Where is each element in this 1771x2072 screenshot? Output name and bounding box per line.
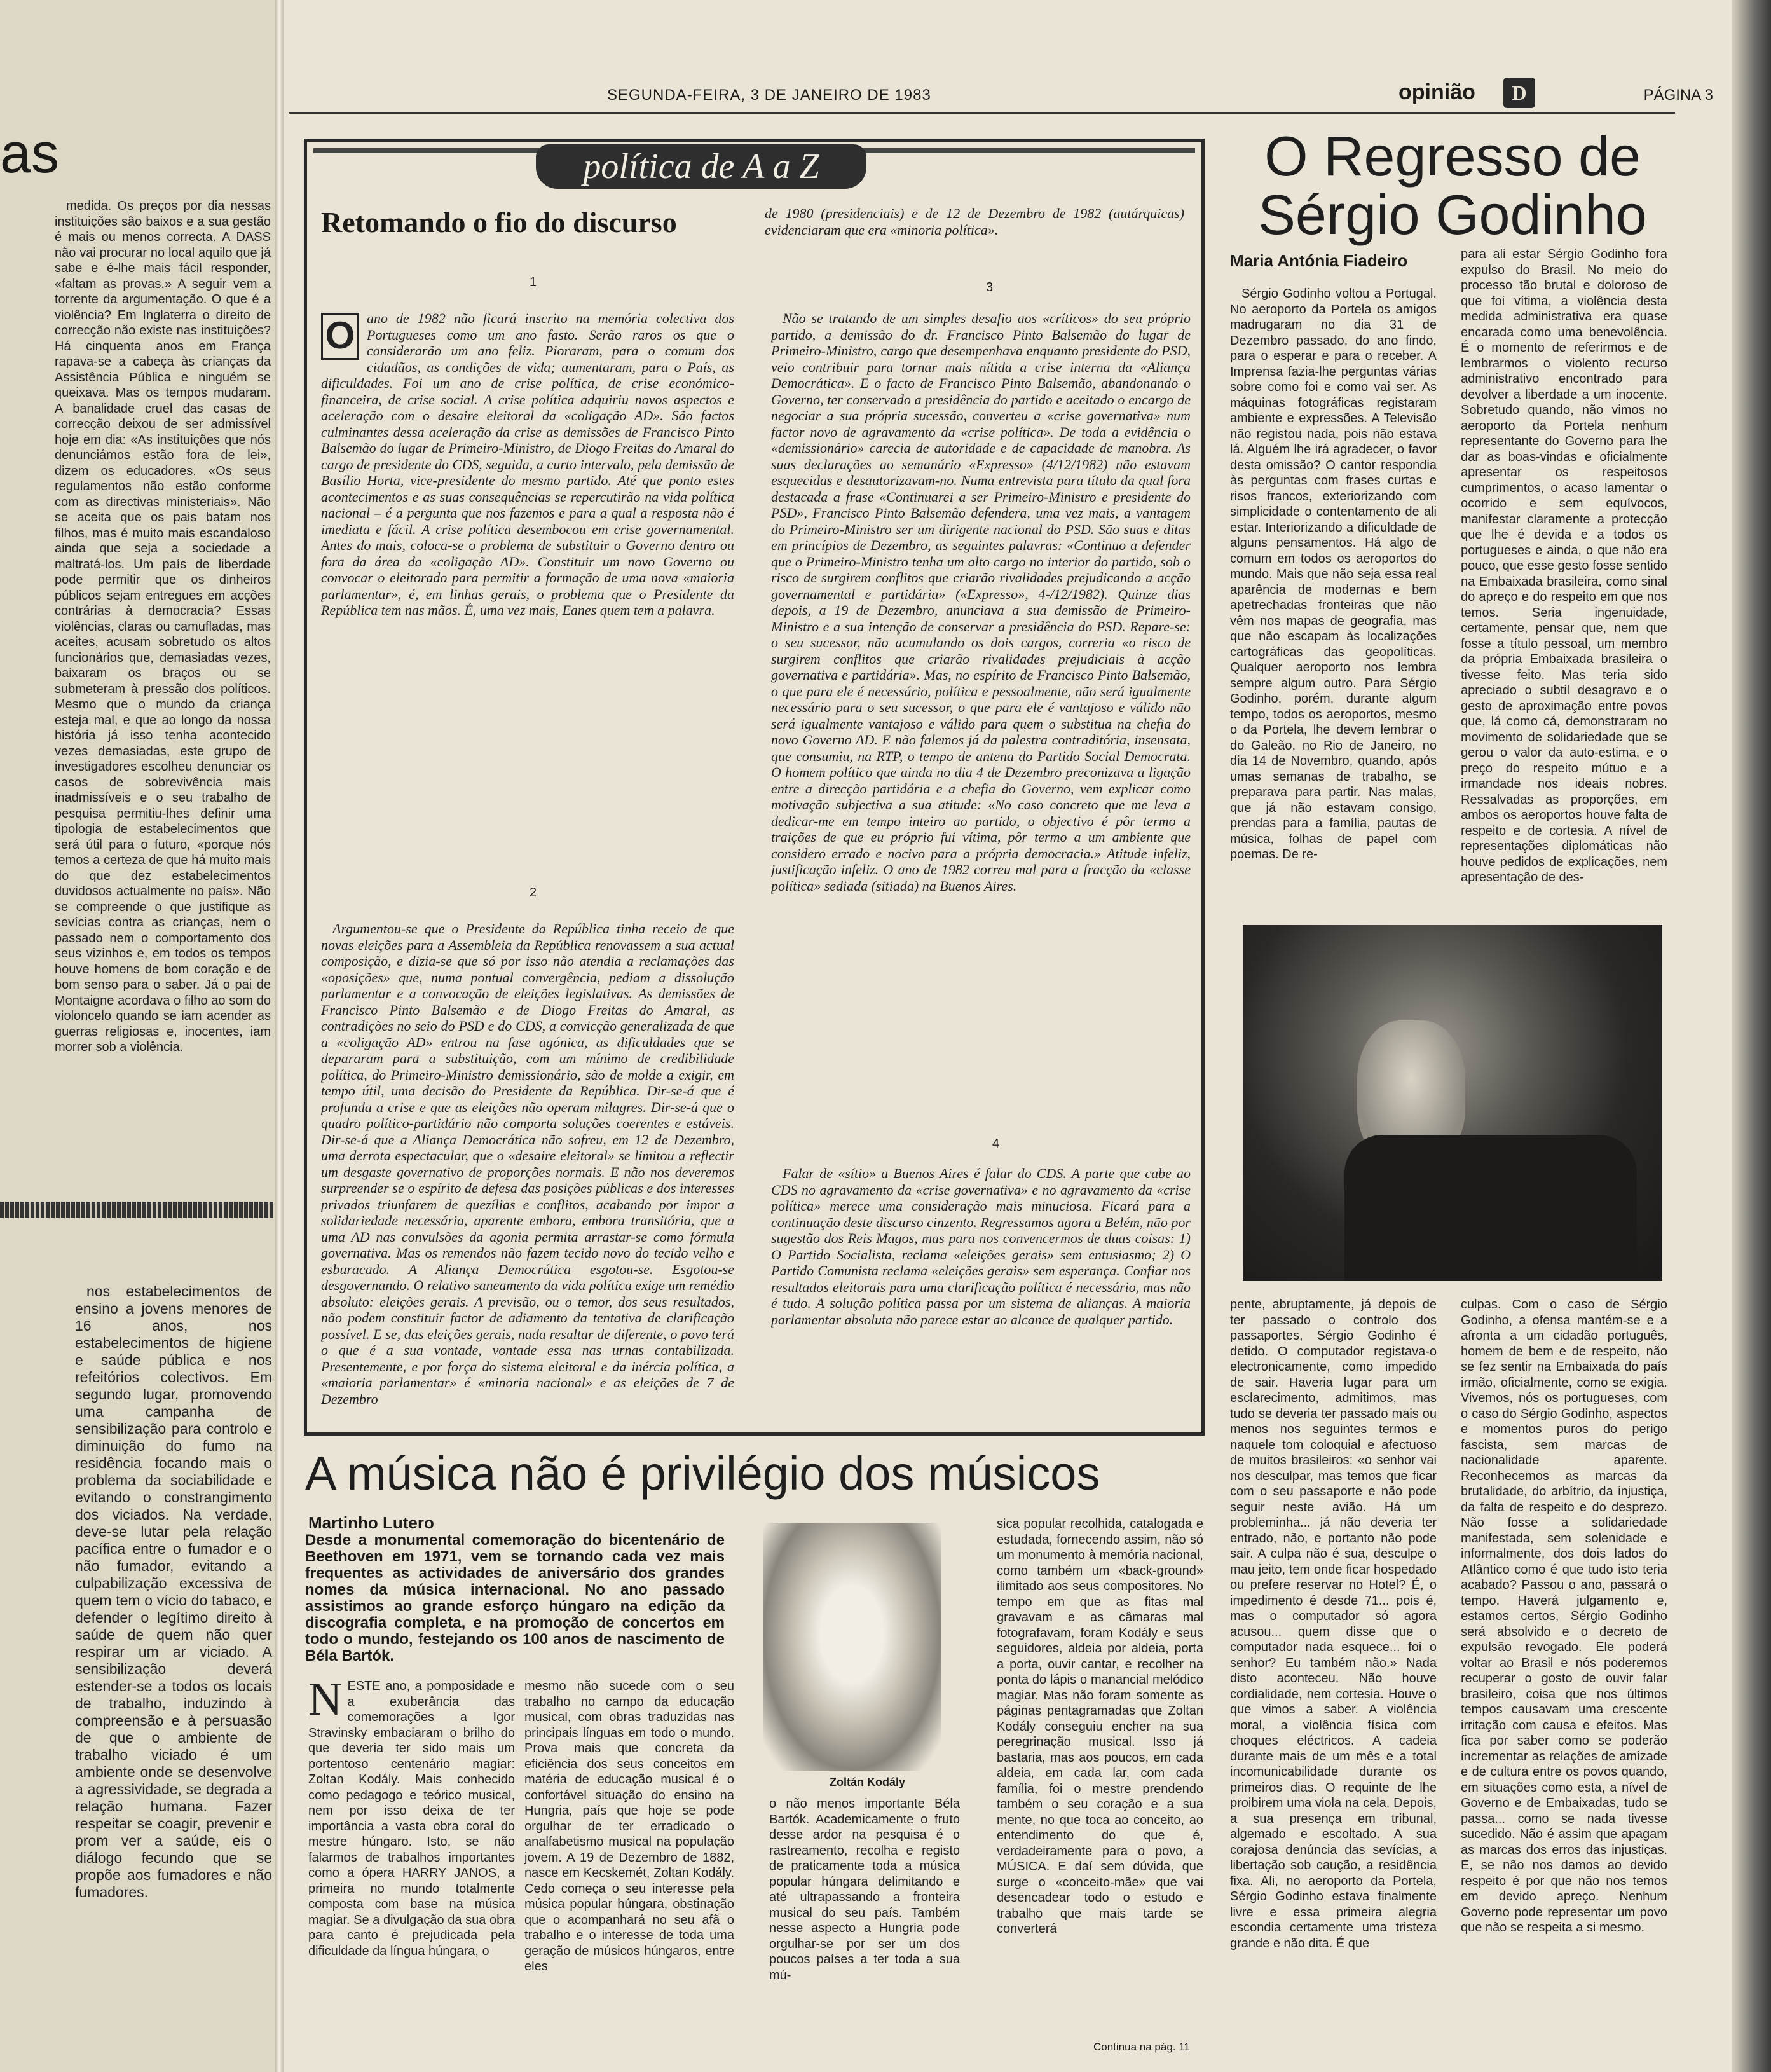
musica-author: Martinho Lutero <box>308 1513 434 1532</box>
godinho-column-1: Sérgio Godinho voltou a Portugal. No aeroporto da Portela os amigos madrugaram no dia 31 de Dezembro passado, do ano findo, para o esperar e para o receber. A Imprensa fazia-lhe perguntas várias sobre como foi e como vai ser. As máquinas fotográficas registaram ambiente e expressões. A Televisão não registou nada, pois não estava lá. Alguém lhe irá agradecer, o favor desta omissão? O cantor respondia às perguntas com frases curtas e risos francos, exteriorizando com simplicidade o contentamento de ali estar. Interiorizando a dificuldade de alguns pensamentos. Há algo de comum em todos os aeroportos do mundo. Mais que não seja essa real aparência de modernas e bem apetrechadas fronteiras que não vêm nos mapas de geografia, mas que não escapam às localizações cartográficas das geopolíticas. Qualquer aeroporto nos lembra sempre algum outro. Para Sérgio Godinho, porém, durante algum tempo, todos os aeroportos, mesmo o da Portela, lhe devem lembrar o do Galeão, no Rio de Janeiro, no dia 14 de Novembro, quando, após umas semanas de trabalho, se preparava para partir. Nas malas, que já não estavam consigo, prendas para a família, pautas de música, folhas de papel com poemas. De re- <box>1230 287 1437 861</box>
section-label: opinião <box>1398 80 1475 104</box>
godinho-column-3: pente, abruptamente, já depois de ter passado o controlo dos passaportes, Sérgio Godinho é detido. O computador registava-o electronicamente, como impedido de sair. Haveria lugar para um esclarecimento, admitimos, mas tudo se deveria ter passado mais ou menos nos seguintes termos e naquele tom coloquial e afectuoso de muitos brasileiros: «o senhor vai nos desculpar, mas temos que ficar com o seu passaporte e não pode seguir neste avião. Há um probleminha... já não deveria ter entrado, não, e portanto não pode sair. A culpa não é sua, desculpe o mau jeito, tem onde ficar hospedado ou prefere reservar no Hotel? É, o impedimento é desde 71... pois é, mas o computador só agora acusou... quem disse que o computador nada esquece... foi o senhor? Eu também não.» Nada disto aconteceu. Não houve cordialidade, nem cortesia. Houve o que vimos a saber. A violência moral, a violência física com choques eléctricos. A cadeia durante mais de um mês e a total incomunicabilidade durante os primeiros dias. O requinte de lhe proibirem uma viola na cela. Depois, a sua presença em tribunal, algemado e escoltado. A sua corajosa denúncia das sevícias, a libertação sob caução, a residência fixa. Ali, no aeroporto da Portela, Sérgio Godinho estava finalmente livre e essa primeira alegria escondia certamente uma tristeza grande e não dita. É que <box>1230 1298 1437 1951</box>
left-page-title-fragment: as <box>0 121 59 184</box>
musica-lead: Desde a monumental comemoração do bicentenário de Beethoven em 1971, vem se tornando cada vez mais frequentes as actividades de aniversário dos grandes nomes da música internacional. No ano passado assistimos ao grande esforço húngaro na edição da discografia completa, e na promoção de concertos em todo o mundo, festejando os 100 anos de nascimento de Béla Bartók. <box>305 1532 725 1664</box>
section-4-text: Falar de «sítio» a Buenos Aires é falar do CDS. A parte que cabe ao CDS no agravamento da «crise governativa» e no agravamento da «crise política» merece uma consideração mais minuciosa. Ficará para a continuação deste discurso cinzento. Regressamos agora a Belém, não por sugestão dos Reis Magos, mas para nos convencermos de duas coisas: 1) O Partido Socialista, reclama «eleições gerais» sem entusiasmo; 2) O Partido Comunista reclama «eleições gerais» sem esperança. Confiar nos resultados eleitorais para uma clarificação política é necessário, mas não é tudo. A solução política passa por um sistema de alianças. A maioria parlamentar absoluta não parece estar ao alcance de qualquer partido. <box>771 1165 1191 1426</box>
page-fold <box>275 0 284 2072</box>
photo-body <box>1344 1135 1637 1281</box>
musica-column-1: N ESTE ano, a pomposidade e a exuberância das comemorações a Igor Stravinsky embaciaram o brilho do que deveria ter sido mais um portentoso centenário magiar: Zoltan Kodály. Mais conhecido como pedagogo e teórico musical, nem por isso deixa de ter importância a vasta obra coral do mestre húngaro. Isto, se não falarmos de trabalhos importantes como a ópera HARRY JANOS, a primeira no mundo totalmente composta com base na música magiar. Se a divulgação da sua obra para canto é prejudicada pela dificuldade da língua húngara, o <box>308 1678 515 1958</box>
drop-cap: O <box>321 313 359 360</box>
page-number: PÁGINA 3 <box>1643 86 1713 104</box>
section-number: 1 <box>530 275 537 289</box>
section-2-text: Argumentou-se que o Presidente da República tinha receio de que novas eleições para a Assembleia da República renovassem a sua actual composição, e dizia-se que só por isso não atendia a reclamações das «oposições» que, numa pontual convergência, pediam a dissolução parlamentar e a convocação de eleições legislativas. As demissões de Francisco Pinto Balsemão e de Diogo Freitas do Amaral, as contradições no seio do PSD e do CDS, a convicção generalizada de que a «coligação AD» entrou na fase agónica, as dificuldades que se depararam para a substituição, com um mínimo de credibilidade política, do Primeiro-Ministro demissionário, são de molde a exigir, em tempo útil, uma decisão do Presidente da República. Dir-se-á que é profunda a crise e que as eleições não operam milagres. Dir-se-á que o quadro político-partidário não comporta soluções coerentes e estáveis. Dir-se-á que a Aliança Democrática não sofreu, em 12 de Dezembro, uma derrota espectacular, que o «desaire eleitoral» se limitou a reflectir um desgaste governativo de proporções normais. E não nos deveremos surpreender se o espírito de defesa das posições públicas e dos interesses privados triunfarem de quezílias e conflitos, acabando por impor a solidariedade necessária, aparente embora, embora transitória, que a uma AD nas convulsões da agonia permita arrastar-se como fórmula governativa. Mas os remendos não fazem tecido novo do tecido velho e esburacado. A Aliança Democrática esgotou-se. Esgotou-se desgovernando. O relativo saneamento da vida política exige um remédio absoluto: eleições gerais. A previsão, ou o temor, dos seus resultados, não podem constituir factor de adiamento da tentativa de clarificação possível. E se, das eleições gerais, nada resultar de diferente, o povo terá o que é a sua vontade, vontade essa nas urnas contabilizada. Presentemente, e por força do sistema eleitoral e da inércia política, a «maioria parlamentar» é «minoria nacional» e as eleições de 7 de Dezembro <box>321 921 734 1407</box>
left-column-b: nos estabelecimentos de ensino a jovens menores de 16 anos, nos estabelecimentos de higiene e saúde pública e nos refeitórios colectivos. Em segundo lugar, promovendo uma campanha de sensibilização para controlo e diminuição do fumo na residência focando mais o problema da sociabilidade e evitando o constrangimento dos viciados. Na verdade, deve-se lutar pela relação pacífica entre o fumador e o não fumador, evitando a culpabilização excessiva de quem tem o vício do tabaco, e defender o legítimo direito à saúde de quem não quer respirar um ar viciado. A sensibilização deverá estender-se a todos os locais de trabalho, induzindo à compreensão e à persuasão de que o ambiente de trabalho viciado é um ambiente onde se desenvolve a agressividade, se degrada a relação humana. Fazer respeitar se coagir, prevenir e prom ver a saúde, eis o diálogo fecundo que se propõe aos fumadores e não fumadores. <box>75 1283 272 1900</box>
page-edge <box>1732 0 1771 2072</box>
column-banner: política de A a Z <box>536 144 866 189</box>
left-column-a: medida. Os preços por dia nessas instituições são baixos e a sua gestão é mais ou menos correcta. A DASS não vai procurar no local aquilo que já sabe e é-lhe mais fácil responder, «faltam as provas.» A seguir vem a torrente da argumentação. O que é a violência? Em Inglaterra o direito de correcção não existe nas instituições? Há cinquenta anos em França rapava-se a cabeça às crianças da Assistência Pública e ninguém se queixava. Mas os tempos mudaram. A banalidade cruel das casas de correcção deixou de ser admissível hoje em dia: «As instituições que nós denunciámos estão fora de lei», dizem os educadores. «Os seus regulamentos não estão conforme com as directivas ministeriais». Não se aceita que os pais batam nos filhos, mas é muito mais escandaloso ainda que seja a sociedade a maltratá-los. Um país de liberdade pode permitir que os dinheiros públicos sejam entregues em acções contrárias à democracia? Essas violências, claras ou camufladas, mas aceites, acusam sobretudo os altos funcionários que, demasiadas vezes, baixaram os braços ou se submeteram à pressão dos políticos. Mesmo que o mundo da criança esteja mal, e que ao longo da nossa história já isso tenha acontecido vezes demasiadas, este grupo de investigadores escolheu denunciar os casos de sobrevivência mais inadmissíveis e o seu trabalho de pesquisa permitiu-lhes definir uma tipologia de estabelecimentos que será útil para o futuro, «porque nós temos a certeza de que há muito mais do que dez estabelecimentos duvidosos actualmente no país». Não se compreende o que justifique as sevícias contra as crianças, nem o passado nem o comportamento dos seus vizinhos e, em todos os tempos houve homens de bom coração e de bom senso para o saber. Já o pai de Montaigne acordava o filho ao som do violoncelo quando se iam acender as guerras religiosas e, inocentes, iam morrer sob a violência. <box>55 199 271 1054</box>
godinho-column-4: culpas. Com o caso de Sérgio Godinho, a ofensa mantém-se e a afronta a um cidadão português, homem de bem e de respeito, não se fez sentir na Embaixada do país irmão, oficialmente, como se exigia. Vivemos, nós os portugueses, com o caso do Sérgio Godinho, aspectos e momentos puros do perigo fascista, sem marcas de nacionalidade aparente. Reconhecemos as marcas da brutalidade, do arbítrio, da injustiça, da falta de respeito e do desprezo. Não fosse a solidariedade manifestada, sem solenidade e informalmente, dos dois lados do Atlântico como é que tudo isto teria acabado? Passou o ano, passará o tempo. Haverá julgamento e, estamos certos, Sérgio Godinho será absolvido e o decreto de expulsão revogado. Ele poderá voltar ao Brasil e nós poderemos recuperar o gosto de ouvir falar brasileiro, coisa que nos últimos tempos causavam uma crescente irritação com causa e efeitos. Mas fica por saber como se poderão incrementar as relações de amizade e de cultura entre os povos quando, em situações como esta, a nível de Governo e de Embaixadas, tudo se passa... como se nada tivesse sucedido. Não é assim que apagam as marcas dos erros das injustiças. E, se não nos damos ao devido respeito é por que não nos temos em devido apreço. Nenhum Governo pode representar um povo que não se respeita a si mesmo. <box>1461 1298 1667 1935</box>
section-3-text: Não se tratando de um simples desafio aos «críticos» do seu próprio partido, a demissão do dr. Francisco Pinto Balsemão do lugar de Primeiro-Ministro, cargo que desempenhava enquanto presidente do PSD, veio contribuir para tornar mais nítida a crise interna da «Aliança Democrática». E o facto de Francisco Pinto Balsemão, abandonando o Governo, ter conservado a presidência do partido e aceitado o encargo de negociar a sua própria sucessão, converteu a «crise governativa» num factor novo de agravamento da «crise política». De toda a evidência o «demissionário» carecia de autoridade e de capacidade de manobra. As suas declarações ao semanário «Expresso» (4/12/1982) não estavam esquecidas e desautorizavam-no. Numa entrevista para título da qual fora destacada a frase «Continuarei a ser Primeiro-Ministro e presidente do PSD», Francisco Pinto Balsemão defendera, uma vez mais, a vantagem do Primeiro-Ministro ser um dirigente nacional do PSD. São suas e ditas em princípios de Dezembro, as seguintes palavras: «Continuo a defender que o Primeiro-Ministro tenha um alto cargo no interior do partido, sob o risco de surgirem conflitos que criarão rivalidades prejudicando a acção governamental e partidária» («Expresso», 4-/12/1982). Quinze dias depois, a 19 de Dezembro, anunciava a sua demissão de Primeiro-Ministro e a sua intenção de conservar a presidência do PSD. Repare-se: o seu sucessor, não acumulando os dois cargos, correria «o risco de surgirem conflitos que criarão rivalidades prejudiciais à acção governativa e partidária». Mas, no espírito de Francisco Pinto Balsemão, o que para ele é necessário, política e pessoalmente, não será igualmente necessário para o seu sucessor, o que para ele é vantajoso e válido não será igualmente vantajoso e válido para quem o substitua na chefia do novo Governo AD. E não falemos já da palestra contraditória, insensata, que consumiu, na RTP, o tempo de antena do Partido Social Democrata. O homem político que ainda no dia 4 de Dezembro preconizava a ligação entre a direcção partidária e a chefia do Governo, vem explicar como motivação subjectiva a sua atitude: «No caso concreto que me leva a dedicar-me em tempo inteiro ao partido, o objectivo é pôr termo a traições de que eu próprio fui vítima, pôr termo a um ambiente que considero errado e nocivo para a própria democracia.» Atitude infeliz, justificação infeliz. O ano de 1982 correu mal para a fracção da «classe política» sediada (sitiada) na Buenos Aires. <box>771 310 1191 894</box>
section-number: 3 <box>986 280 994 294</box>
cut-column <box>0 210 38 1202</box>
musica-column-3: o não menos importante Béla Bartók. Academicamente o fruto desse ardor na pesquisa é o rastreamento, recolha e registo de praticamente toda a música popular húngara delimitando e até ultrapassando a fronteira musical do seu país. Também nesse aspecto a Hungria pode orgulhar-se por ser um dos poucos países a ter toda a sua mú- <box>769 1797 960 1982</box>
sergio-godinho-photo <box>1243 925 1662 1281</box>
section-number: 2 <box>530 886 537 900</box>
musica-column-2: mesmo não sucede com o seu trabalho no campo da educação musical, com obras traduzidas nas principais línguas em todo o mundo. Prova mais que concreta da eficiência dos seus conceitos em matéria de educação musical é o confortável situação do ensino na Hungria, país que hoje se pode orgulhar de ter erradicado o analfabetismo musical na população jovem. A 19 de Dezembro de 1882, nasce em Kecskemét, Zoltan Kodály. Cedo começa o seu interesse pela música popular húngara, obstinação que o acompanhará no seu afã o trabalho e o interesse de toda uma geração de músicos húngaros, entre eles <box>524 1679 734 1973</box>
newspaper-logo-icon: D <box>1503 78 1535 108</box>
drop-cap: N <box>308 1678 343 1726</box>
section-1-text: O ano de 1982 não ficará inscrito na memória colectiva dos Portugueses como um ano fasto. Serão raros os que o considerarão um ano feliz. Pioraram, para o comum dos cidadãos, as condições de vida; aumentaram, para o País, as dificuldades. Foi um ano de crise política, de crise económico-financeira, de crise social. A crise política adquiriu novos aspectos e aceleração com o desaire eleitoral da «coligação AD». São factos culminantes dessa aceleração da crise as demissões de Francisco Pinto Balsemão do lugar de Primeiro-Ministro, de Diogo Freitas do Amaral do cargo de presidente do CDS, seguida, a curto intervalo, pela demissão de Basílio Horta, vice-presidente do mesmo partido. Até que ponto estes acontecimentos e as suas consequências se repercutirão na vida política nacional – é a pergunta que nos fazemos e para a qual a resposta não é imediata e fácil. A crise política desembocou em crise governamental. Antes do mais, coloca-se o problema de substituir o Governo dentro ou fora da área da «coligação AD». Constituir um novo Governo ou convocar o eleitorado para permitir a formação de uma nova «maioria parlamentar», é, em linhas gerais, o problema que o Presidente da República tem nas mãos. É, uma vez mais, Eanes quem tem a palavra. <box>321 310 734 618</box>
header-rule <box>289 112 1675 114</box>
section-number: 4 <box>986 1137 1006 1151</box>
politica-box <box>304 139 1205 1436</box>
left-page-fragment <box>0 0 280 2072</box>
godinho-column-2: para ali estar Sérgio Godinho fora expulso do Brasil. No meio do processo tão brutal e doloroso de que foi vítima, a violência desta medida administrativa era quase encarada como uma benevolência. É o momento de referirmos e de lembrarmos o violento recurso administrativo encontrado para devolver a liberdade a um inocente. Sobretudo quando, não vimos no aeroporto da Portela nenhum representante do Governo para lhe dar as boas-vindas e oficialmente apresentar os respeitosos cumprimentos, o acaso lamentar o ocorrido e sem equívocos, manifestar claramente a protecção que lhe é devida e a todos os portugueses e ainda, o que não era pouco, que esse gesto fosse sentido na Embaixada brasileira, como sinal do apreço e do respeito em que nos temos. Seria ingenuidade, certamente, pensar que, nem que fosse a título pessoal, um membro da própria Embaixada brasileira o tivesse feito. Mas teria sido apreciado o subtil desagravo e o gesto de aproximação entre povos que, lá como cá, demonstraram no movimento de solidariedade que se gerou o valor da auto-estima, e o preço do respeito mútuo e a irmandade nos ideais nobres. Ressalvadas as proporções, em ambos os aeroportos houve falta de respeito e de cortesia. A nível de representações diplomáticas não houve pedidos de explicações, nem apresentação de des- <box>1461 247 1667 884</box>
musica-column-4: sica popular recolhida, catalogada e estudada, fornecendo assim, não só um monumento à memória nacional, como também um «back-ground» ilimitado aos seus compositores. No tempo em que as fitas mal gravavam e as câmaras mal fotografavam, foram Kodály e seus seguidores, aldeia por aldeia, porta a porta, ouvir cantar, e recolher na ponta do lápis o manancial melódico magiar. Mas não foram somente as páginas pentagramadas que Zoltan Kodály conseguiu encher na sua peregrinação musical. Isso já bastaria, mas aos poucos, em cada aldeia, em cada lar, com cada família, foi o mestre prendendo também o seu coração e a sua mente, no que toca ao conceito, ao entendimento do que é, verdadeiramente para o povo, a MÚSICA. E daí sem dúvida, que surge o «conceito-mãe» que vai desencadear todo o estudo e trabalho que mais tarde se converterá <box>997 1517 1203 1936</box>
article-title: Retomando o fio do discurso <box>321 206 677 238</box>
section-2-continued: de 1980 (presidenciais) e de 12 de Dezembro de 1982 (autárquicas) evidenciaram que era «minoria política». <box>765 205 1184 238</box>
kodaly-portrait-sketch <box>763 1523 941 1771</box>
continuation-note: Continua na pág. 11 <box>1093 2041 1190 2053</box>
godinho-title: O Regresso de Sérgio Godinho <box>1258 125 1647 246</box>
header-date: SEGUNDA-FEIRA, 3 DE JANEIRO DE 1983 <box>607 86 931 104</box>
musica-title: A música não é privilégio dos músicos <box>305 1447 1100 1500</box>
divider-band <box>0 1202 273 1218</box>
portrait-caption: Zoltán Kodály <box>830 1776 906 1788</box>
godinho-author: Maria Antónia Fiadeiro <box>1230 251 1408 270</box>
